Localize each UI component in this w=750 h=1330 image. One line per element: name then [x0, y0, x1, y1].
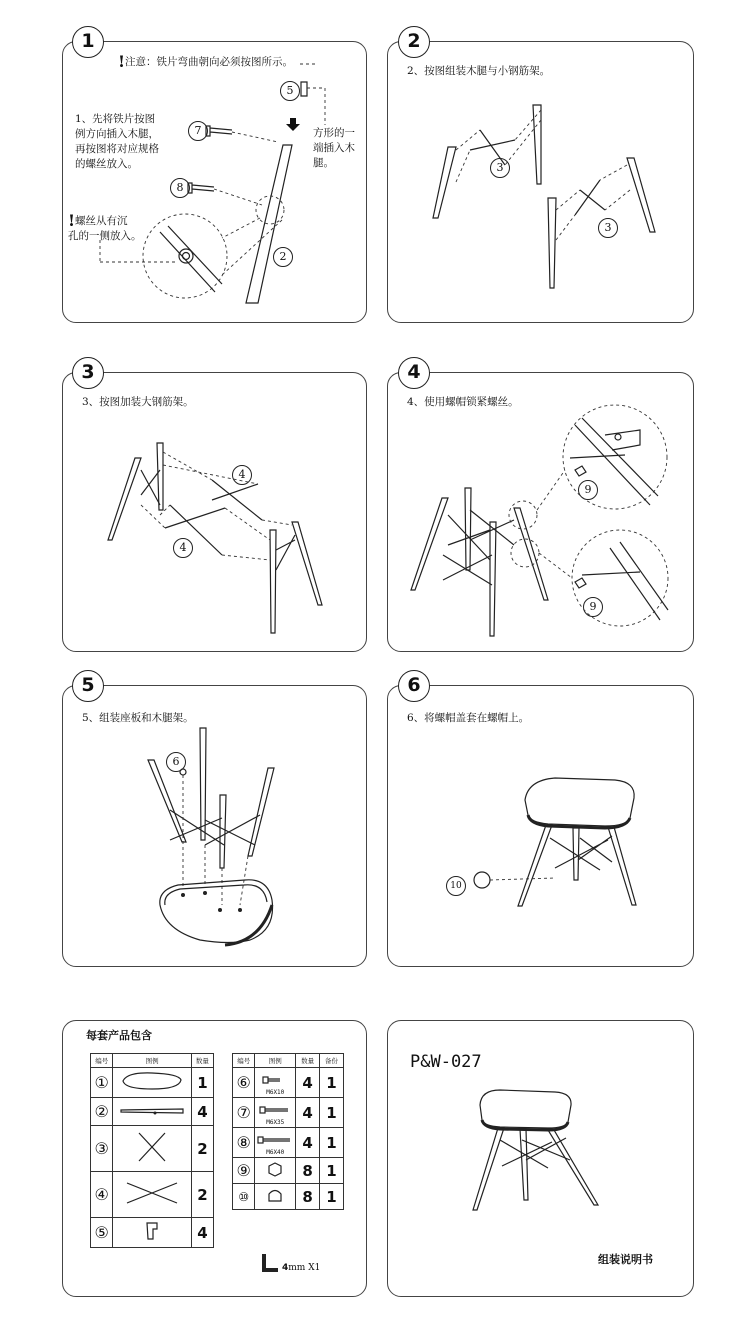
callout-3b: 3 [598, 218, 618, 238]
part-no-6: ⑥ [233, 1068, 255, 1098]
col-qty: 数量 [191, 1054, 213, 1068]
part-qty-4: 2 [191, 1172, 213, 1218]
step-2-caption: 2、按图组装木腿与小钢筋架。 [407, 65, 551, 77]
step-3-caption: 3、按图加装大钢筋架。 [82, 396, 194, 408]
part-spare-6: 1 [320, 1068, 344, 1098]
part-spare-8: 1 [320, 1128, 344, 1158]
part-qty-6: 4 [296, 1068, 320, 1098]
part-spare-10: 1 [320, 1184, 344, 1210]
part-qty-9: 8 [296, 1158, 320, 1184]
step-5-caption: 5、组装座板和木腿架。 [82, 712, 194, 724]
step-6-caption: 6、将螺帽盖套在螺帽上。 [407, 712, 530, 724]
part-qty-3: 2 [191, 1126, 213, 1172]
callout-4b: 4 [173, 538, 193, 558]
step-1-badge: 1 [72, 26, 104, 58]
part-no-2: ② [91, 1098, 113, 1126]
manual-title: 组装说明书 [598, 1253, 653, 1266]
callout-5: 5 [280, 81, 300, 101]
step-2-badge: 2 [398, 26, 430, 58]
callout-10: 10 [446, 876, 466, 896]
part-qty-5: 4 [191, 1218, 213, 1248]
col-illustration: 图例 [255, 1054, 296, 1068]
step-1-warning: !注意：铁片弯曲朝向必须按图所示。 [118, 52, 294, 71]
callout-3a: 3 [490, 158, 510, 178]
part-no-10: ⑩ [233, 1184, 255, 1210]
part-spare-7: 1 [320, 1098, 344, 1128]
model-number: P&W-027 [410, 1052, 482, 1072]
parts-title: 每套产品包含 [86, 1029, 152, 1042]
part-no-1: ① [91, 1068, 113, 1098]
part-qty-8: 4 [296, 1128, 320, 1158]
screw-m6x40-icon: M6X40 [255, 1128, 296, 1158]
part-qty-1: 1 [191, 1068, 213, 1098]
callout-9a: 9 [578, 480, 598, 500]
callout-9b: 9 [583, 597, 603, 617]
col-illustration: 图例 [113, 1054, 191, 1068]
step-1-instruction: 1、先将铁片按图 例方向插入木腿， 再按图将对应规格 的螺丝放入。 [75, 113, 159, 170]
step-5-badge: 5 [72, 670, 104, 702]
allen-key-label: 4mm X1 [282, 1263, 321, 1273]
callout-4a: 4 [232, 465, 252, 485]
screw-m6x35-icon: M6X35 [255, 1098, 296, 1128]
part-spare-9: 1 [320, 1158, 344, 1184]
step-3-badge: 3 [72, 357, 104, 389]
col-qty: 数量 [296, 1054, 320, 1068]
step-4-badge: 4 [398, 357, 430, 389]
part-qty-7: 4 [296, 1098, 320, 1128]
part-qty-2: 4 [191, 1098, 213, 1126]
step-6-badge: 6 [398, 670, 430, 702]
callout-8: 8 [170, 178, 190, 198]
part-qty-10: 8 [296, 1184, 320, 1210]
callout-6: 6 [166, 752, 186, 772]
part-no-8: ⑧ [233, 1128, 255, 1158]
part-no-5: ⑤ [91, 1218, 113, 1248]
col-no: 编号 [233, 1054, 255, 1068]
col-no: 编号 [91, 1054, 113, 1068]
step-4-caption: 4、使用螺帽锁紧螺丝。 [407, 396, 519, 408]
part-no-4: ④ [91, 1172, 113, 1218]
part-no-3: ③ [91, 1126, 113, 1172]
step-1-square-end-note: 方形的一 端插入木 腿。 [313, 127, 355, 169]
part-no-9: ⑨ [233, 1158, 255, 1184]
callout-2: 2 [273, 247, 293, 267]
col-spare: 备份 [320, 1054, 344, 1068]
part-no-7: ⑦ [233, 1098, 255, 1128]
step-1-screw-note: !螺丝从有沉 孔的一侧放入。 [68, 211, 142, 242]
screw-m6x10-icon: M6X10 [255, 1068, 296, 1098]
callout-7: 7 [188, 121, 208, 141]
